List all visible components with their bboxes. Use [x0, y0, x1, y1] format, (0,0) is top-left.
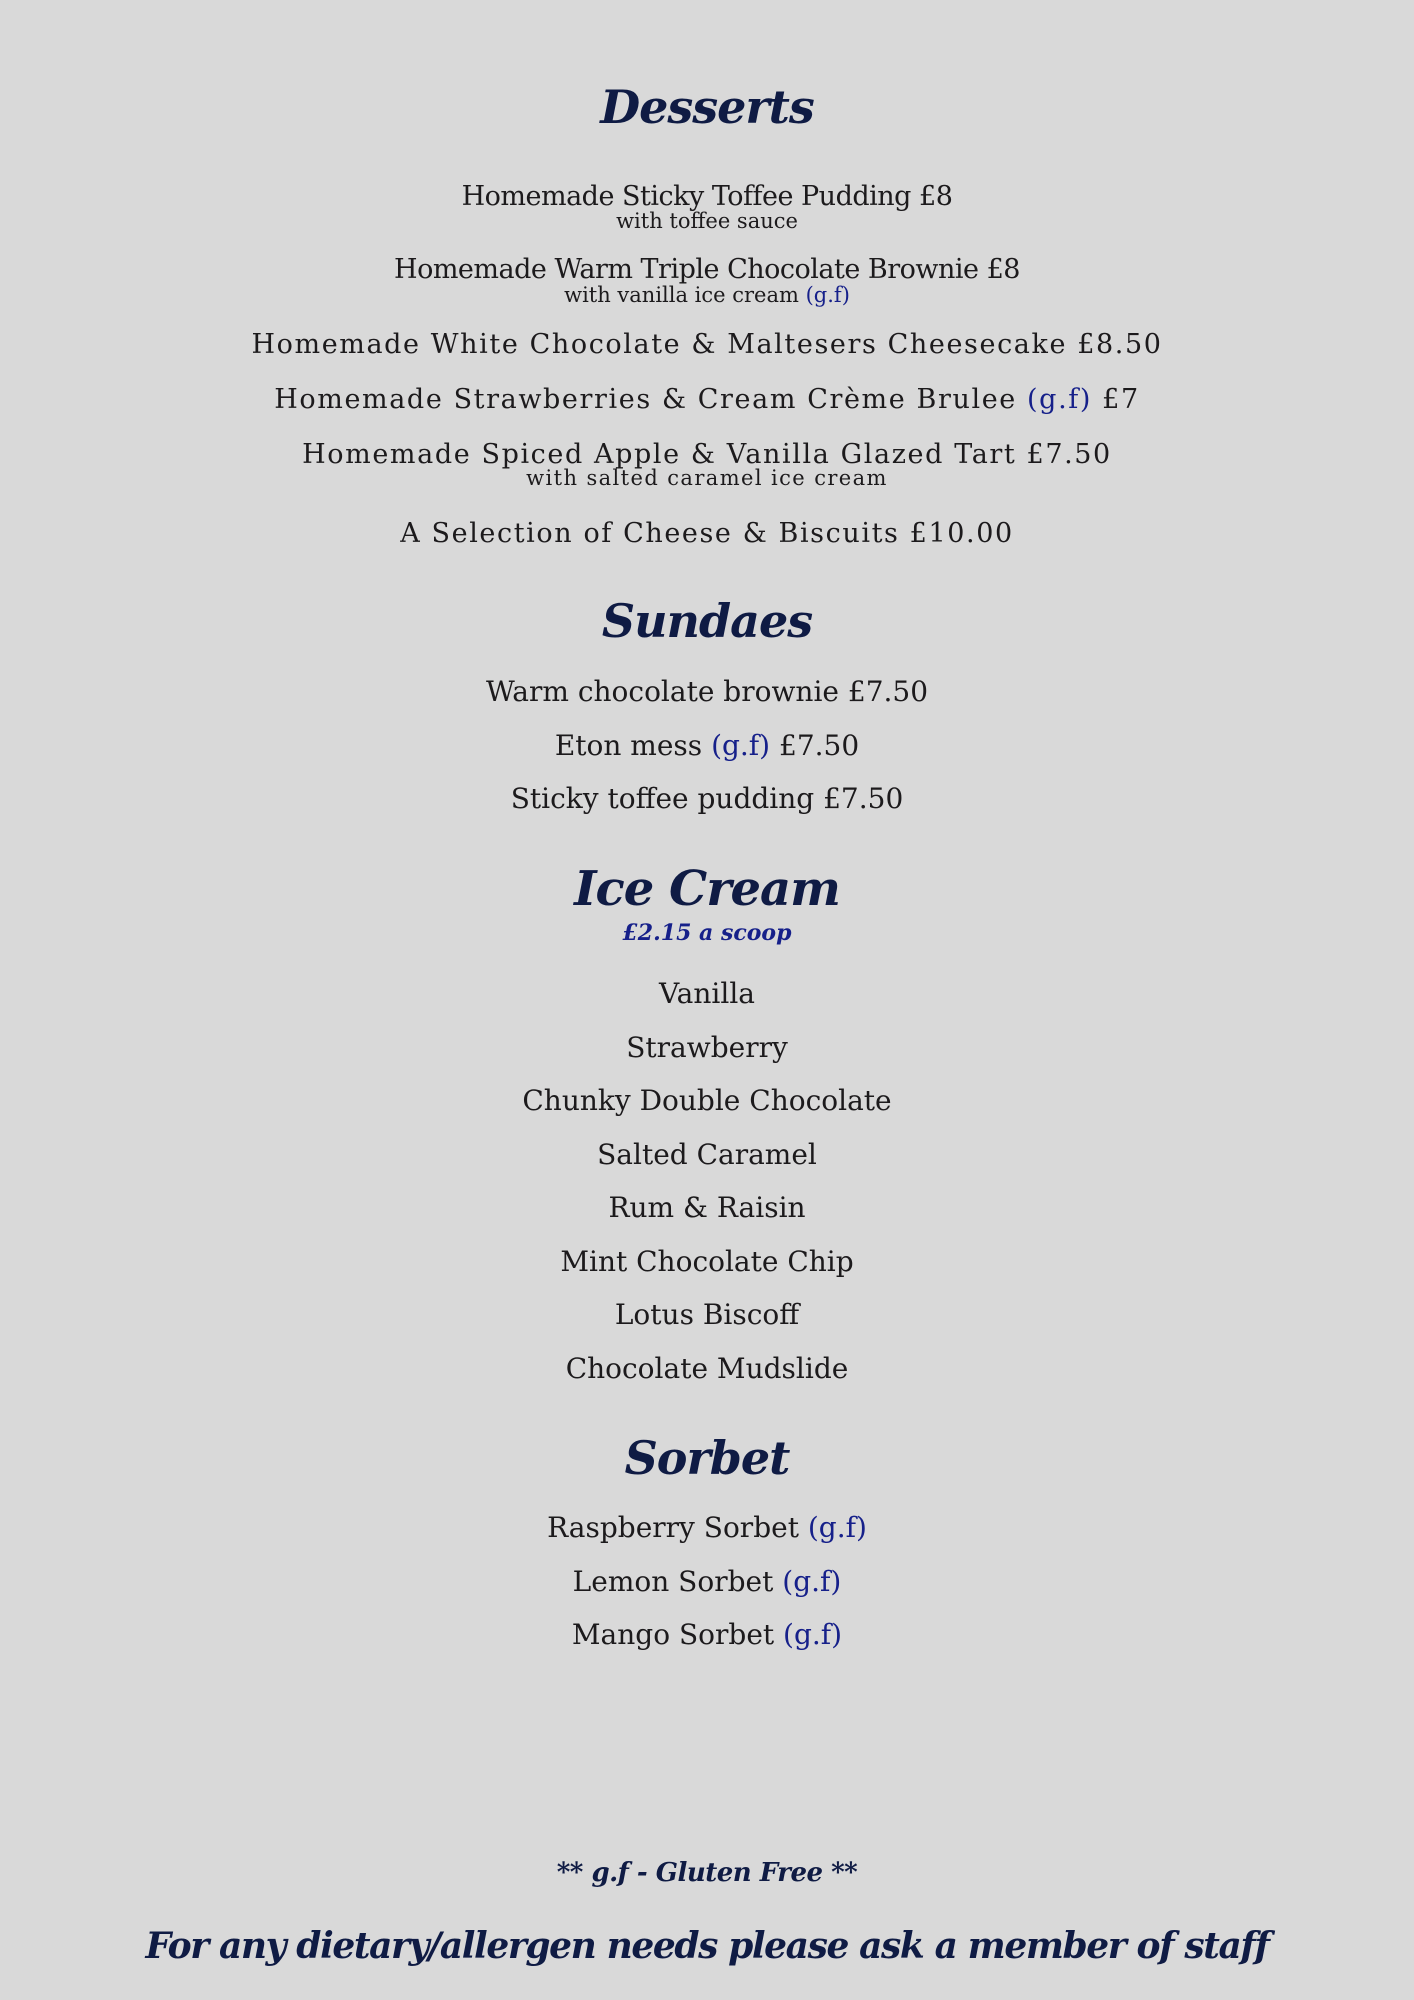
dessert-desc-text: with vanilla ice cream — [564, 283, 799, 307]
dessert-item-name: A Selection of Cheese & Biscuits £10.00 — [400, 518, 1014, 549]
sorbet-item-name: Raspberry Sorbet — [547, 1511, 799, 1544]
sundae-item-name: Warm chocolate brownie £7.50 — [485, 675, 929, 708]
sundaes-heading: Sundaes — [601, 594, 813, 648]
ice-cream-flavour: Salted Caramel — [597, 1138, 817, 1171]
dessert-item-desc — [0, 285, 1414, 306]
gluten-free-tag: (g.f) — [1027, 384, 1092, 415]
desserts-heading: Desserts — [600, 80, 814, 134]
sundae-item — [0, 729, 1414, 762]
ice-cream-flavour: Rum & Raisin — [608, 1191, 806, 1224]
sorbet-heading: Sorbet — [624, 1431, 790, 1485]
gluten-free-tag: (g.f) — [782, 1565, 842, 1598]
dessert-item-name: Homemade Warm Triple Chocolate Brownie £8 — [394, 254, 1020, 285]
gluten-free-tag: (g.f) — [807, 1511, 867, 1544]
ice-cream-price-note: £2.15 a scoop — [622, 920, 792, 946]
dessert-item-price: £7 — [1102, 384, 1140, 415]
ice-cream-flavour: Vanilla — [659, 977, 755, 1010]
dessert-item-desc — [0, 211, 1414, 232]
sundae-item — [0, 675, 1414, 708]
gluten-free-tag: (g.f) — [711, 729, 771, 762]
ice-cream-flavour: Chocolate Mudslide — [565, 1352, 849, 1385]
sundae-item-name: Eton mess — [554, 729, 703, 762]
dessert-item-name: Homemade White Chocolate & Maltesers Cheesecake £8.50 — [251, 329, 1163, 360]
ice-cream-flavour: Strawberry — [626, 1031, 788, 1064]
sundae-item-price: £7.50 — [779, 729, 860, 762]
sorbet-item — [0, 1511, 1414, 1544]
dessert-item-cheese-biscuits — [0, 520, 1414, 547]
dessert-item-name: Homemade Spiced Apple & Vanilla Glazed Tart £7.50 — [302, 439, 1112, 470]
sundae-item — [0, 782, 1414, 815]
dessert-desc-text: with toffee sauce — [616, 209, 798, 233]
gluten-free-legend: ** g.f - Gluten Free ** — [556, 1858, 858, 1888]
sorbet-item-name: Mango Sorbet — [571, 1618, 775, 1651]
gluten-free-tag: (g.f) — [805, 283, 850, 307]
dessert-item-cheesecake — [0, 331, 1414, 358]
dessert-item-sticky-toffee — [0, 183, 1414, 210]
dessert-item-desc — [0, 468, 1414, 489]
ice-cream-heading: Ice Cream — [574, 861, 840, 917]
sorbet-item — [0, 1565, 1414, 1598]
ice-cream-flavour: Mint Chocolate Chip — [560, 1245, 854, 1278]
dessert-item-apple-tart — [0, 441, 1414, 468]
ice-cream-flavour: Chunky Double Chocolate — [522, 1084, 892, 1117]
allergen-notice: For any dietary/allergen needs please ask a member of staff — [145, 1925, 1269, 1967]
dessert-item-brownie — [0, 256, 1414, 283]
dessert-item-name: Homemade Sticky Toffee Pudding £8 — [461, 181, 953, 212]
dessert-desc-text: with salted caramel ice cream — [526, 466, 888, 490]
dessert-item-name: Homemade Strawberries & Cream Crème Brulee — [274, 384, 1017, 415]
ice-cream-flavour: Lotus Biscoff — [614, 1298, 800, 1331]
gluten-free-tag: (g.f) — [783, 1618, 843, 1651]
dessert-item-creme-brulee — [0, 386, 1414, 413]
sorbet-item — [0, 1618, 1414, 1651]
sundae-item-name: Sticky toffee pudding £7.50 — [510, 782, 904, 815]
sorbet-item-name: Lemon Sorbet — [572, 1565, 774, 1598]
